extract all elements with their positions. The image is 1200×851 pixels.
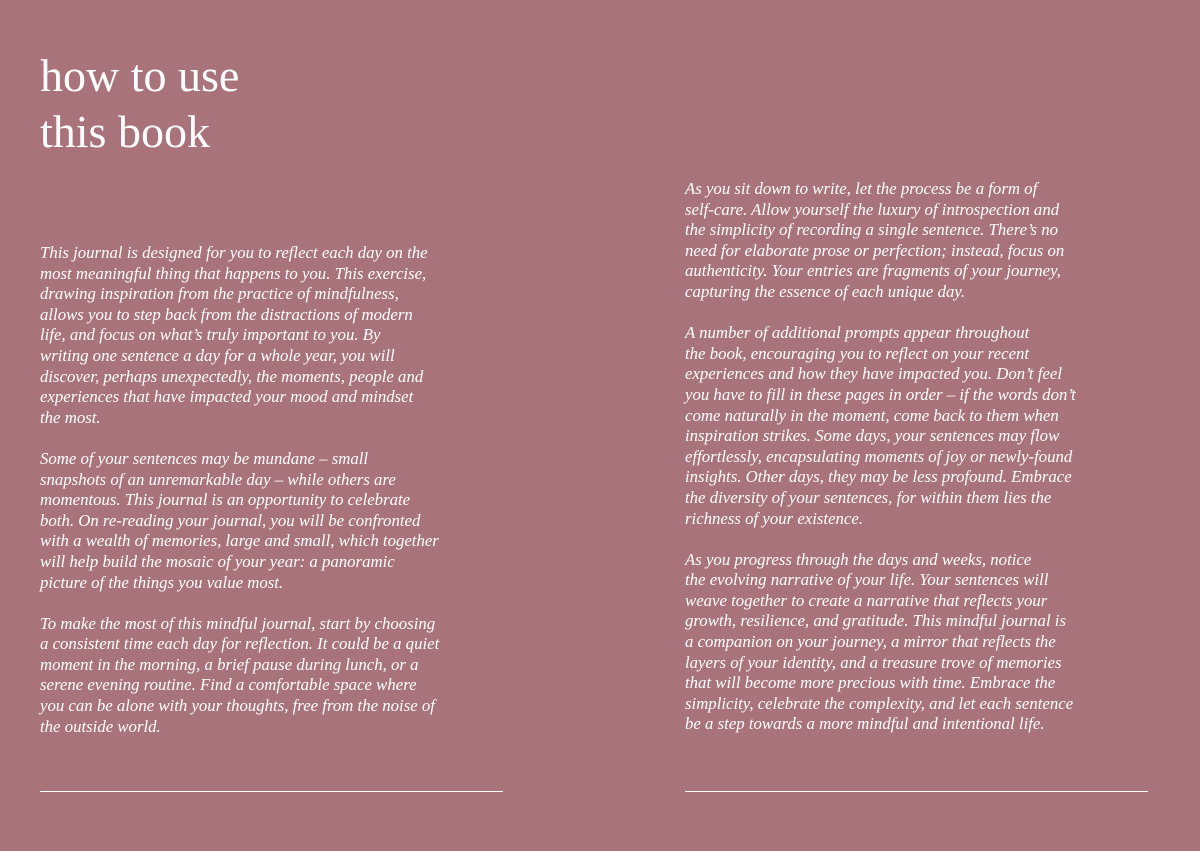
text-line: a companion on your journey, a mirror that reflects the bbox=[685, 632, 1056, 652]
text-line: effortlessly, encapsulating moments of joy or newly-found bbox=[685, 446, 1073, 466]
title-line-2: this book bbox=[40, 106, 210, 157]
text-line: To make the most of this mindful journal, start by choosing bbox=[40, 613, 436, 633]
text-line: both. On re-reading your journal, you will be confronted bbox=[40, 510, 421, 530]
paragraph bbox=[40, 449, 439, 593]
page-title bbox=[40, 48, 239, 160]
text-line: A number of additional prompts appear throughout bbox=[685, 323, 1030, 343]
text-line: layers of your identity, and a treasure trove of memories bbox=[685, 652, 1062, 672]
text-line: inspiration strikes. Some days, your sentences may flow bbox=[685, 426, 1060, 446]
bottom-divider bbox=[685, 791, 1148, 792]
text-line: come naturally in the moment, come back to them when bbox=[685, 405, 1059, 425]
text-line: This journal is designed for you to reflect each day on the bbox=[40, 243, 428, 262]
text-line: experiences that have impacted your mood and mindset bbox=[40, 387, 414, 407]
text-line: simplicity, celebrate the complexity, and let each sentence bbox=[685, 693, 1074, 713]
paragraph bbox=[685, 323, 1076, 529]
text-line: momentous. This journal is an opportunity to celebrate bbox=[40, 490, 411, 510]
text-line: life, and focus on what’s truly important to you. By bbox=[40, 325, 381, 345]
left-body-text bbox=[40, 243, 439, 737]
text-line: with a wealth of memories, large and small, which together bbox=[40, 531, 439, 551]
text-line: most meaningful thing that happens to you. This exercise, bbox=[40, 263, 427, 283]
text-line: allows you to step back from the distractions of modern bbox=[40, 304, 413, 324]
text-line: drawing inspiration from the practice of mindfulness, bbox=[40, 284, 399, 304]
right-body-text bbox=[685, 179, 1076, 735]
text-line: you can be alone with your thoughts, free from the noise of bbox=[40, 696, 435, 716]
text-line: richness of your existence. bbox=[685, 508, 864, 528]
text-line: the evolving narrative of your life. Your sentences will bbox=[685, 570, 1049, 590]
right-page bbox=[600, 0, 1200, 851]
text-line: the outside world. bbox=[40, 716, 161, 736]
text-line: growth, resilience, and gratitude. This mindful journal is bbox=[685, 611, 1067, 631]
text-line: snapshots of an unremarkable day – while others are bbox=[40, 469, 396, 489]
paragraph bbox=[40, 243, 439, 428]
text-line: writing one sentence a day for a whole year, you will bbox=[40, 345, 395, 365]
paragraph bbox=[685, 179, 1076, 303]
text-line: serene evening routine. Find a comfortable space where bbox=[40, 675, 417, 695]
text-line: weave together to create a narrative that reflects your bbox=[685, 590, 1048, 610]
paragraph bbox=[685, 550, 1076, 735]
text-line: be a step towards a more mindful and intentional life. bbox=[685, 714, 1045, 734]
text-line: self-care. Allow yourself the luxury of introspection and bbox=[685, 199, 1060, 219]
text-line: the diversity of your sentences, for within them lies the bbox=[685, 487, 1052, 507]
text-line: that will become more precious with time. Embrace the bbox=[685, 673, 1056, 693]
text-line: insights. Other days, they may be less profound. Embrace bbox=[685, 467, 1072, 487]
text-line: authenticity. Your entries are fragments of your journey, bbox=[685, 261, 1061, 281]
text-line: As you progress through the days and weeks, notice bbox=[685, 549, 1032, 569]
text-line: you have to fill in these pages in order – if the words don’t bbox=[685, 384, 1076, 404]
text-line: the book, encouraging you to reflect on your recent bbox=[685, 343, 1030, 363]
bottom-divider bbox=[40, 791, 503, 792]
text-line: the simplicity of recording a single sentence. There’s no bbox=[685, 220, 1059, 240]
text-line: As you sit down to write, let the process be a form of bbox=[685, 179, 1038, 198]
text-line: will help build the mosaic of your year: a panoramic bbox=[40, 551, 395, 571]
text-line: need for elaborate prose or perfection; instead, focus on bbox=[685, 240, 1065, 260]
text-line: picture of the things you value most. bbox=[40, 572, 284, 592]
paragraph bbox=[40, 614, 439, 738]
text-line: experiences and how they have impacted you. Don’t feel bbox=[685, 364, 1062, 384]
title-line-1: how to use bbox=[40, 50, 240, 101]
text-line: capturing the essence of each unique day. bbox=[685, 281, 966, 301]
text-line: Some of your sentences may be mundane – small bbox=[40, 448, 369, 468]
text-line: discover, perhaps unexpectedly, the moments, people and bbox=[40, 366, 424, 386]
text-line: moment in the morning, a brief pause during lunch, or a bbox=[40, 654, 419, 674]
text-line: a consistent time each day for reflection. It could be a quiet bbox=[40, 634, 440, 654]
text-line: the most. bbox=[40, 407, 101, 427]
